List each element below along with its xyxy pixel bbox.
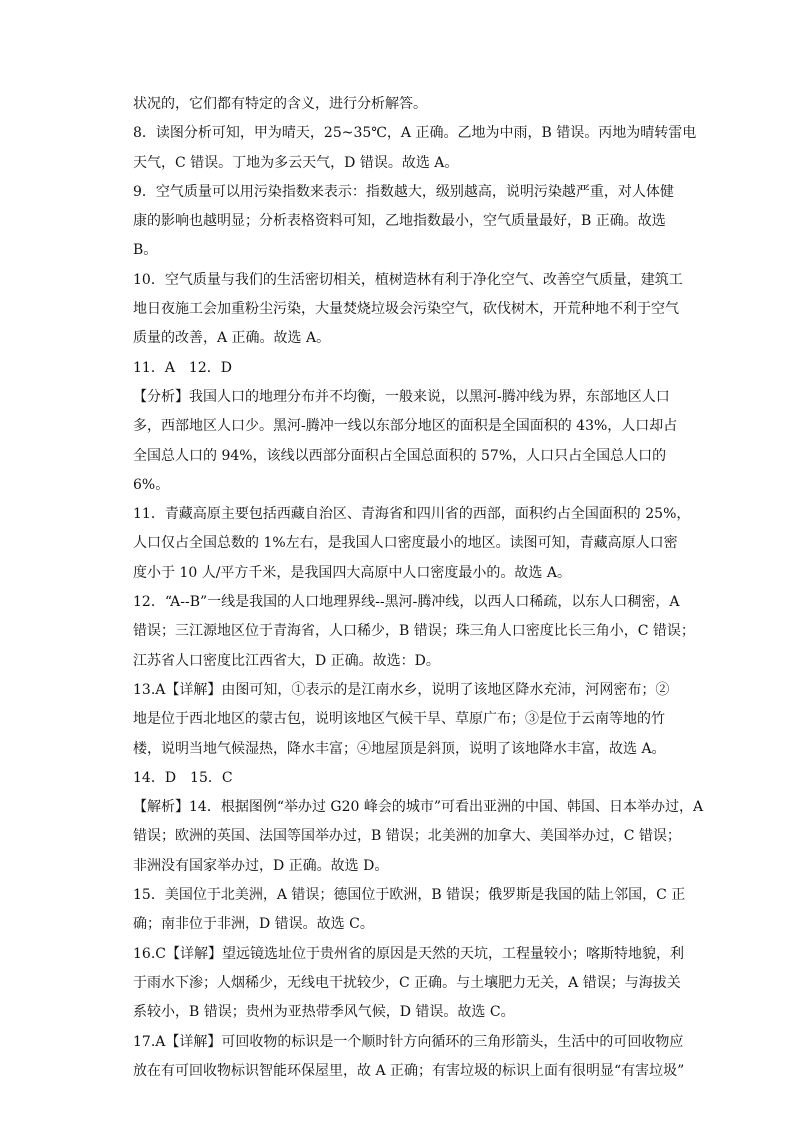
text-line: 【解析】14．根据图例“举办过 G20 峰会的城市”可看出亚洲的中国、韩国、日本举办过，A xyxy=(133,799,704,816)
text-line: 错误；三江源地区位于青海省，人口稀少，B 错误；珠三角人口密度比长三角小，C 错误； xyxy=(133,623,695,640)
text-line: B。 xyxy=(133,242,158,259)
text-line: 楼，说明当地气候湿热，降水丰富；④地屋顶是斜顶，说明了该地降水丰富，故选 A。 xyxy=(133,740,666,757)
text-line: 非洲没有国家举办过，D 正确。故选 D。 xyxy=(133,857,389,874)
text-line: 系较小，B 错误；贵州为亚热带季风气候，D 错误。故选 C。 xyxy=(133,1004,515,1021)
text-line: 9．空气质量可以用污染指数来表示：指数越大，级别越高，说明污染越严重，对人体健 xyxy=(133,183,674,200)
text-line: 于雨水下渗；人烟稀少，无线电干扰较少，C 正确。与土壤肥力无关，A 错误；与海拔关 xyxy=(133,974,681,991)
text-line: 确；南非位于非洲，D 错误。故选 C。 xyxy=(133,916,374,933)
text-line: 15．美国位于北美洲，A 错误；德国位于欧洲，B 错误；俄罗斯是我国的陆上邻国，C 正 xyxy=(133,887,686,904)
text-line: 6%。 xyxy=(133,476,170,493)
text-line: 11．A 12．D xyxy=(133,359,232,376)
text-line: 人口仅占全国总数的 1%左右，是我国人口密度最小的地区。读图可知，青藏高原人口密 xyxy=(133,535,678,552)
text-line: 全国总人口的 94%，该线以西部分面积占全国总面积的 57%，人口只占全国总人口的 xyxy=(133,447,667,464)
text-line: 11．青藏高原主要包括西藏自治区、青海省和四川省的西部，面积约占全国面积的 25%， xyxy=(133,506,691,523)
text-line: 康的影响也越明显；分析表格资料可知，乙地指数最小，空气质量最好，B 正确。故选 xyxy=(133,213,666,230)
document-body xyxy=(133,90,704,1086)
text-line: 质量的改善，A 正确。故选 A。 xyxy=(133,330,331,347)
text-line: 错误；欧洲的英国、法国等国举办过，B 错误；北美洲的加拿大、美国举办过，C 错误； xyxy=(133,828,681,845)
text-line: 17.A【详解】可回收物的标识是一个顺时针方向循环的三角形箭头，生活中的可回收物应 xyxy=(133,1033,684,1050)
text-line: 多，西部地区人口少。黑河-腾冲一线以东部分地区的面积是全国面积的 43%，人口却占 xyxy=(133,418,678,435)
text-line: 10．空气质量与我们的生活密切相关，植树造林有利于净化空气、改善空气质量，建筑工 xyxy=(133,271,683,288)
text-line: 地日夜施工会加重粉尘污染，大量焚烧垃圾会污染空气，砍伐树木，开荒种地不利于空气 xyxy=(133,301,679,318)
text-line: 地是位于西北地区的蒙古包，说明该地区气候干旱、草原广布；③是位于云南等地的竹 xyxy=(133,711,665,728)
text-line: 江苏省人口密度比江西省大，D 正确。故选：D。 xyxy=(133,652,440,669)
text-line: 16.C【详解】望远镜选址位于贵州省的原因是天然的天坑，工程量较小；喀斯特地貌，利 xyxy=(133,945,684,962)
text-line: 【分析】我国人口的地理分布并不均衡，一般来说，以黑河-腾冲线为界，东部地区人口 xyxy=(133,388,670,405)
text-line: 8．读图分析可知，甲为晴天，25~35℃，A 正确。乙地为中雨，B 错误。丙地为晴转雷电 xyxy=(133,125,697,142)
text-line: 13.A【详解】由图可知，①表示的是江南水乡，说明了该地区降水充沛，河网密布；② xyxy=(133,681,670,698)
text-line: 天气，C 错误。丁地为多云天气，D 错误。故选 A。 xyxy=(133,154,459,171)
text-line: 12．“A--B”一线是我国的人口地理界线--黑河-腾冲线，以西人口稀疏，以东人口稠密，A xyxy=(133,594,680,611)
text-line: 状况的，它们都有特定的含义，进行分析解答。 xyxy=(133,96,427,112)
text-line: 放在有可回收物标识智能环保屋里，故 A 正确；有害垃圾的标识上面有很明显“有害垃圾” xyxy=(133,1062,685,1079)
text-line: 14．D 15．C xyxy=(133,769,233,786)
text-line: 度小于 10 人/平方千米，是我国四大高原中人口密度最小的。故选 A。 xyxy=(133,564,571,581)
